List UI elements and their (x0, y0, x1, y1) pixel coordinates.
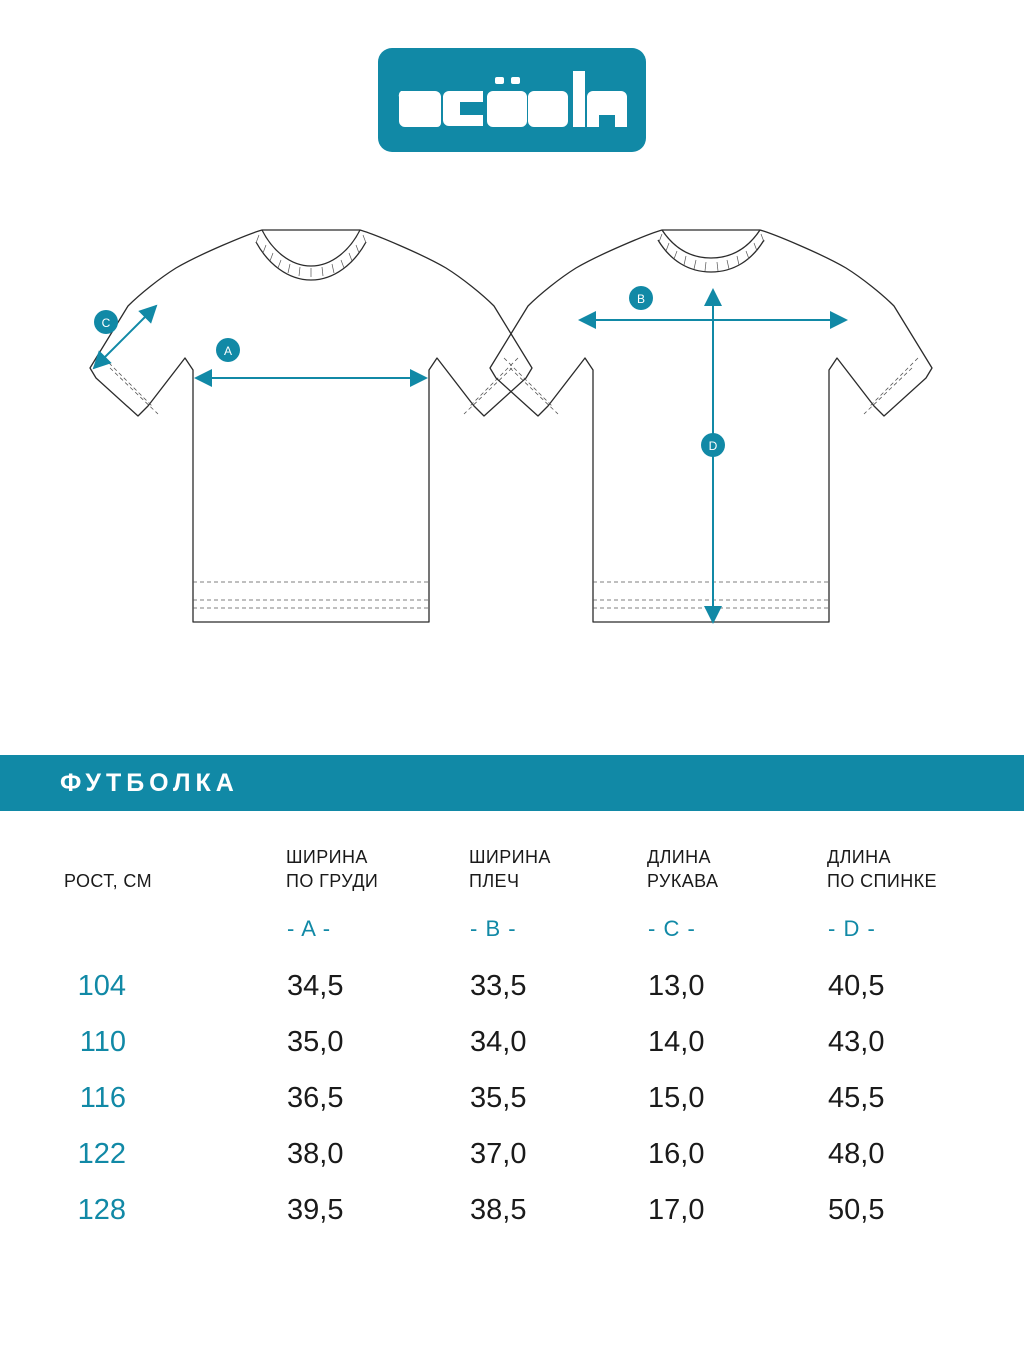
cell-chest: 34,5 (287, 969, 344, 1002)
table-header-row (0, 811, 1024, 894)
header-chest-cell (286, 811, 469, 894)
measure-label-c: C (101, 316, 111, 330)
cell-backlength: 48,0 (828, 1137, 885, 1170)
table-row (0, 1060, 1024, 1116)
cell-chest: 36,5 (287, 1081, 344, 1114)
table-title-bar (0, 755, 1024, 811)
table-code-row (0, 894, 1024, 948)
cell-size: 122 (77, 1137, 126, 1170)
cell-size: 128 (77, 1193, 126, 1226)
code-label-a: - A - (287, 915, 332, 941)
code-label-d: - D - (828, 915, 876, 941)
table-row (0, 1004, 1024, 1060)
table-row (0, 1172, 1024, 1228)
header-shoulder-cell (469, 811, 647, 894)
tshirt-technical-drawing (0, 210, 1024, 680)
cell-size: 110 (79, 1025, 126, 1058)
cell-sleeve: 17,0 (648, 1193, 705, 1226)
cell-backlength: 43,0 (828, 1025, 885, 1058)
cell-shoulder: 35,5 (470, 1081, 527, 1114)
code-label-b: - B - (470, 915, 517, 941)
cell-size: 116 (79, 1081, 126, 1114)
measure-label-d: D (708, 439, 718, 453)
logo-badge (378, 48, 646, 152)
cell-sleeve: 16,0 (648, 1137, 705, 1170)
table-row (0, 1116, 1024, 1172)
acoola-logo-icon (397, 69, 627, 131)
cell-backlength: 50,5 (828, 1193, 885, 1226)
cell-sleeve: 14,0 (648, 1025, 705, 1058)
header-backlength-line2: ПО СПИНКЕ (827, 871, 937, 892)
cell-backlength: 40,5 (828, 969, 885, 1002)
header-chest-line2: ПО ГРУДИ (286, 871, 379, 892)
code-cell-d (827, 894, 1024, 948)
cell-shoulder: 34,0 (470, 1025, 527, 1058)
cell-shoulder: 38,5 (470, 1193, 527, 1226)
header-shoulder-line1: ШИРИНА (469, 847, 551, 867)
measure-label-b: B (636, 292, 646, 306)
size-table (0, 811, 1024, 1228)
brand-logo (0, 48, 1024, 152)
cell-sleeve: 13,0 (648, 969, 705, 1002)
code-cell-a (286, 894, 469, 948)
cell-backlength: 45,5 (828, 1081, 885, 1114)
cell-chest: 35,0 (287, 1025, 344, 1058)
size-chart-diagram (0, 210, 1024, 680)
header-sleeve-cell (647, 811, 827, 894)
code-cell-c (647, 894, 827, 948)
table-row (0, 948, 1024, 1004)
measure-label-a: A (223, 344, 233, 358)
size-table-body (0, 948, 1024, 1228)
header-backlength-line1: ДЛИНА (827, 847, 891, 867)
header-size-label: РОСТ, СМ (64, 870, 153, 891)
t-shirt-back-view (490, 230, 932, 622)
page-title: ФУТБОЛКА (60, 768, 239, 797)
cell-shoulder: 33,5 (470, 969, 527, 1002)
code-cell-b (469, 894, 647, 948)
header-shoulder-line2: ПЛЕЧ (469, 871, 520, 892)
cell-chest: 39,5 (287, 1193, 344, 1226)
size-table-block (0, 755, 1024, 1228)
code-label-c: - C - (648, 915, 696, 941)
cell-chest: 38,0 (287, 1137, 344, 1170)
header-sleeve-line1: ДЛИНА (647, 847, 711, 867)
cell-sleeve: 15,0 (648, 1081, 705, 1114)
header-size-cell (0, 811, 286, 894)
header-backlength-cell (827, 811, 1024, 894)
header-chest-line1: ШИРИНА (286, 847, 368, 867)
code-empty-cell (0, 894, 286, 948)
cell-shoulder: 37,0 (470, 1137, 527, 1170)
t-shirt-front-view (90, 230, 532, 622)
cell-size: 104 (77, 969, 126, 1002)
header-sleeve-line2: РУКАВА (647, 871, 719, 892)
